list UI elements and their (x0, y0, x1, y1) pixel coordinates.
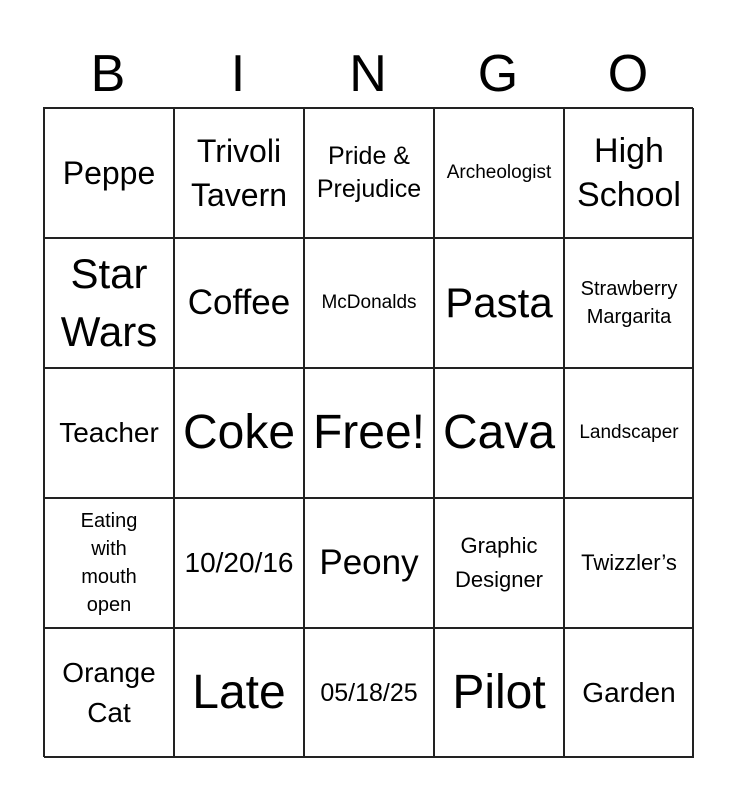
cell-text: Garden (582, 677, 676, 708)
bingo-cell[interactable] (304, 238, 434, 368)
cell-text: Pride & Prejudice (316, 142, 422, 203)
cell-text: Eating with mouth open (80, 510, 138, 616)
bingo-cell[interactable] (174, 628, 304, 758)
bingo-cell[interactable] (44, 368, 174, 498)
cell-text: Peppe (62, 155, 156, 191)
bingo-cell[interactable] (564, 368, 694, 498)
bingo-grid (43, 107, 693, 757)
cell-text: Trivoli Tavern (190, 133, 288, 213)
bingo-cell[interactable] (434, 368, 564, 498)
cell-text: Pilot (452, 666, 546, 719)
bingo-cell[interactable] (174, 108, 304, 238)
bingo-cell[interactable] (564, 108, 694, 238)
bingo-cell[interactable] (434, 498, 564, 628)
bingo-cell[interactable] (564, 628, 694, 758)
bingo-cell[interactable] (44, 628, 174, 758)
bingo-cell[interactable] (304, 498, 434, 628)
cell-text: Orange Cat (62, 657, 156, 728)
bingo-cell[interactable] (304, 368, 434, 498)
bingo-cell[interactable] (434, 238, 564, 368)
bingo-header (43, 40, 693, 108)
cell-text: Free! (312, 406, 426, 459)
cell-text: Late (192, 666, 286, 719)
header-letter-n: N (349, 45, 387, 103)
bingo-cell[interactable] (174, 368, 304, 498)
bingo-cell[interactable] (44, 238, 174, 368)
bingo-cell[interactable] (304, 628, 434, 758)
bingo-cell[interactable] (564, 498, 694, 628)
cell-text: Pasta (445, 279, 553, 326)
cell-text: Cava (442, 406, 556, 459)
header-letter-i: I (230, 45, 246, 103)
cell-text: Landscaper (579, 422, 679, 443)
cell-text: Strawberry Margarita (580, 278, 678, 328)
header-letter-b: B (90, 45, 126, 103)
cell-text: Coke (182, 406, 296, 459)
bingo-cell[interactable] (44, 498, 174, 628)
cell-text: Archeologist (446, 162, 552, 183)
cell-text: Peony (319, 543, 419, 582)
cell-text: Teacher (59, 417, 159, 448)
cell-text: McDonalds (321, 292, 417, 313)
bingo-cell[interactable] (564, 238, 694, 368)
header-letter-o: O (607, 45, 649, 103)
bingo-cell[interactable] (304, 108, 434, 238)
cell-text: Graphic Designer (454, 533, 544, 592)
cell-text: Star Wars (60, 250, 158, 355)
cell-text: 10/20/16 (184, 547, 294, 578)
bingo-cell[interactable] (434, 108, 564, 238)
bingo-cell[interactable] (174, 498, 304, 628)
cell-text: 05/18/25 (320, 678, 418, 707)
bingo-cell[interactable] (434, 628, 564, 758)
cell-text: Coffee (187, 283, 291, 322)
bingo-cell[interactable] (44, 108, 174, 238)
cell-text: High School (577, 132, 681, 214)
header-letter-g: G (477, 45, 519, 103)
bingo-cell[interactable] (174, 238, 304, 368)
cell-text: Twizzler’s (581, 550, 677, 575)
